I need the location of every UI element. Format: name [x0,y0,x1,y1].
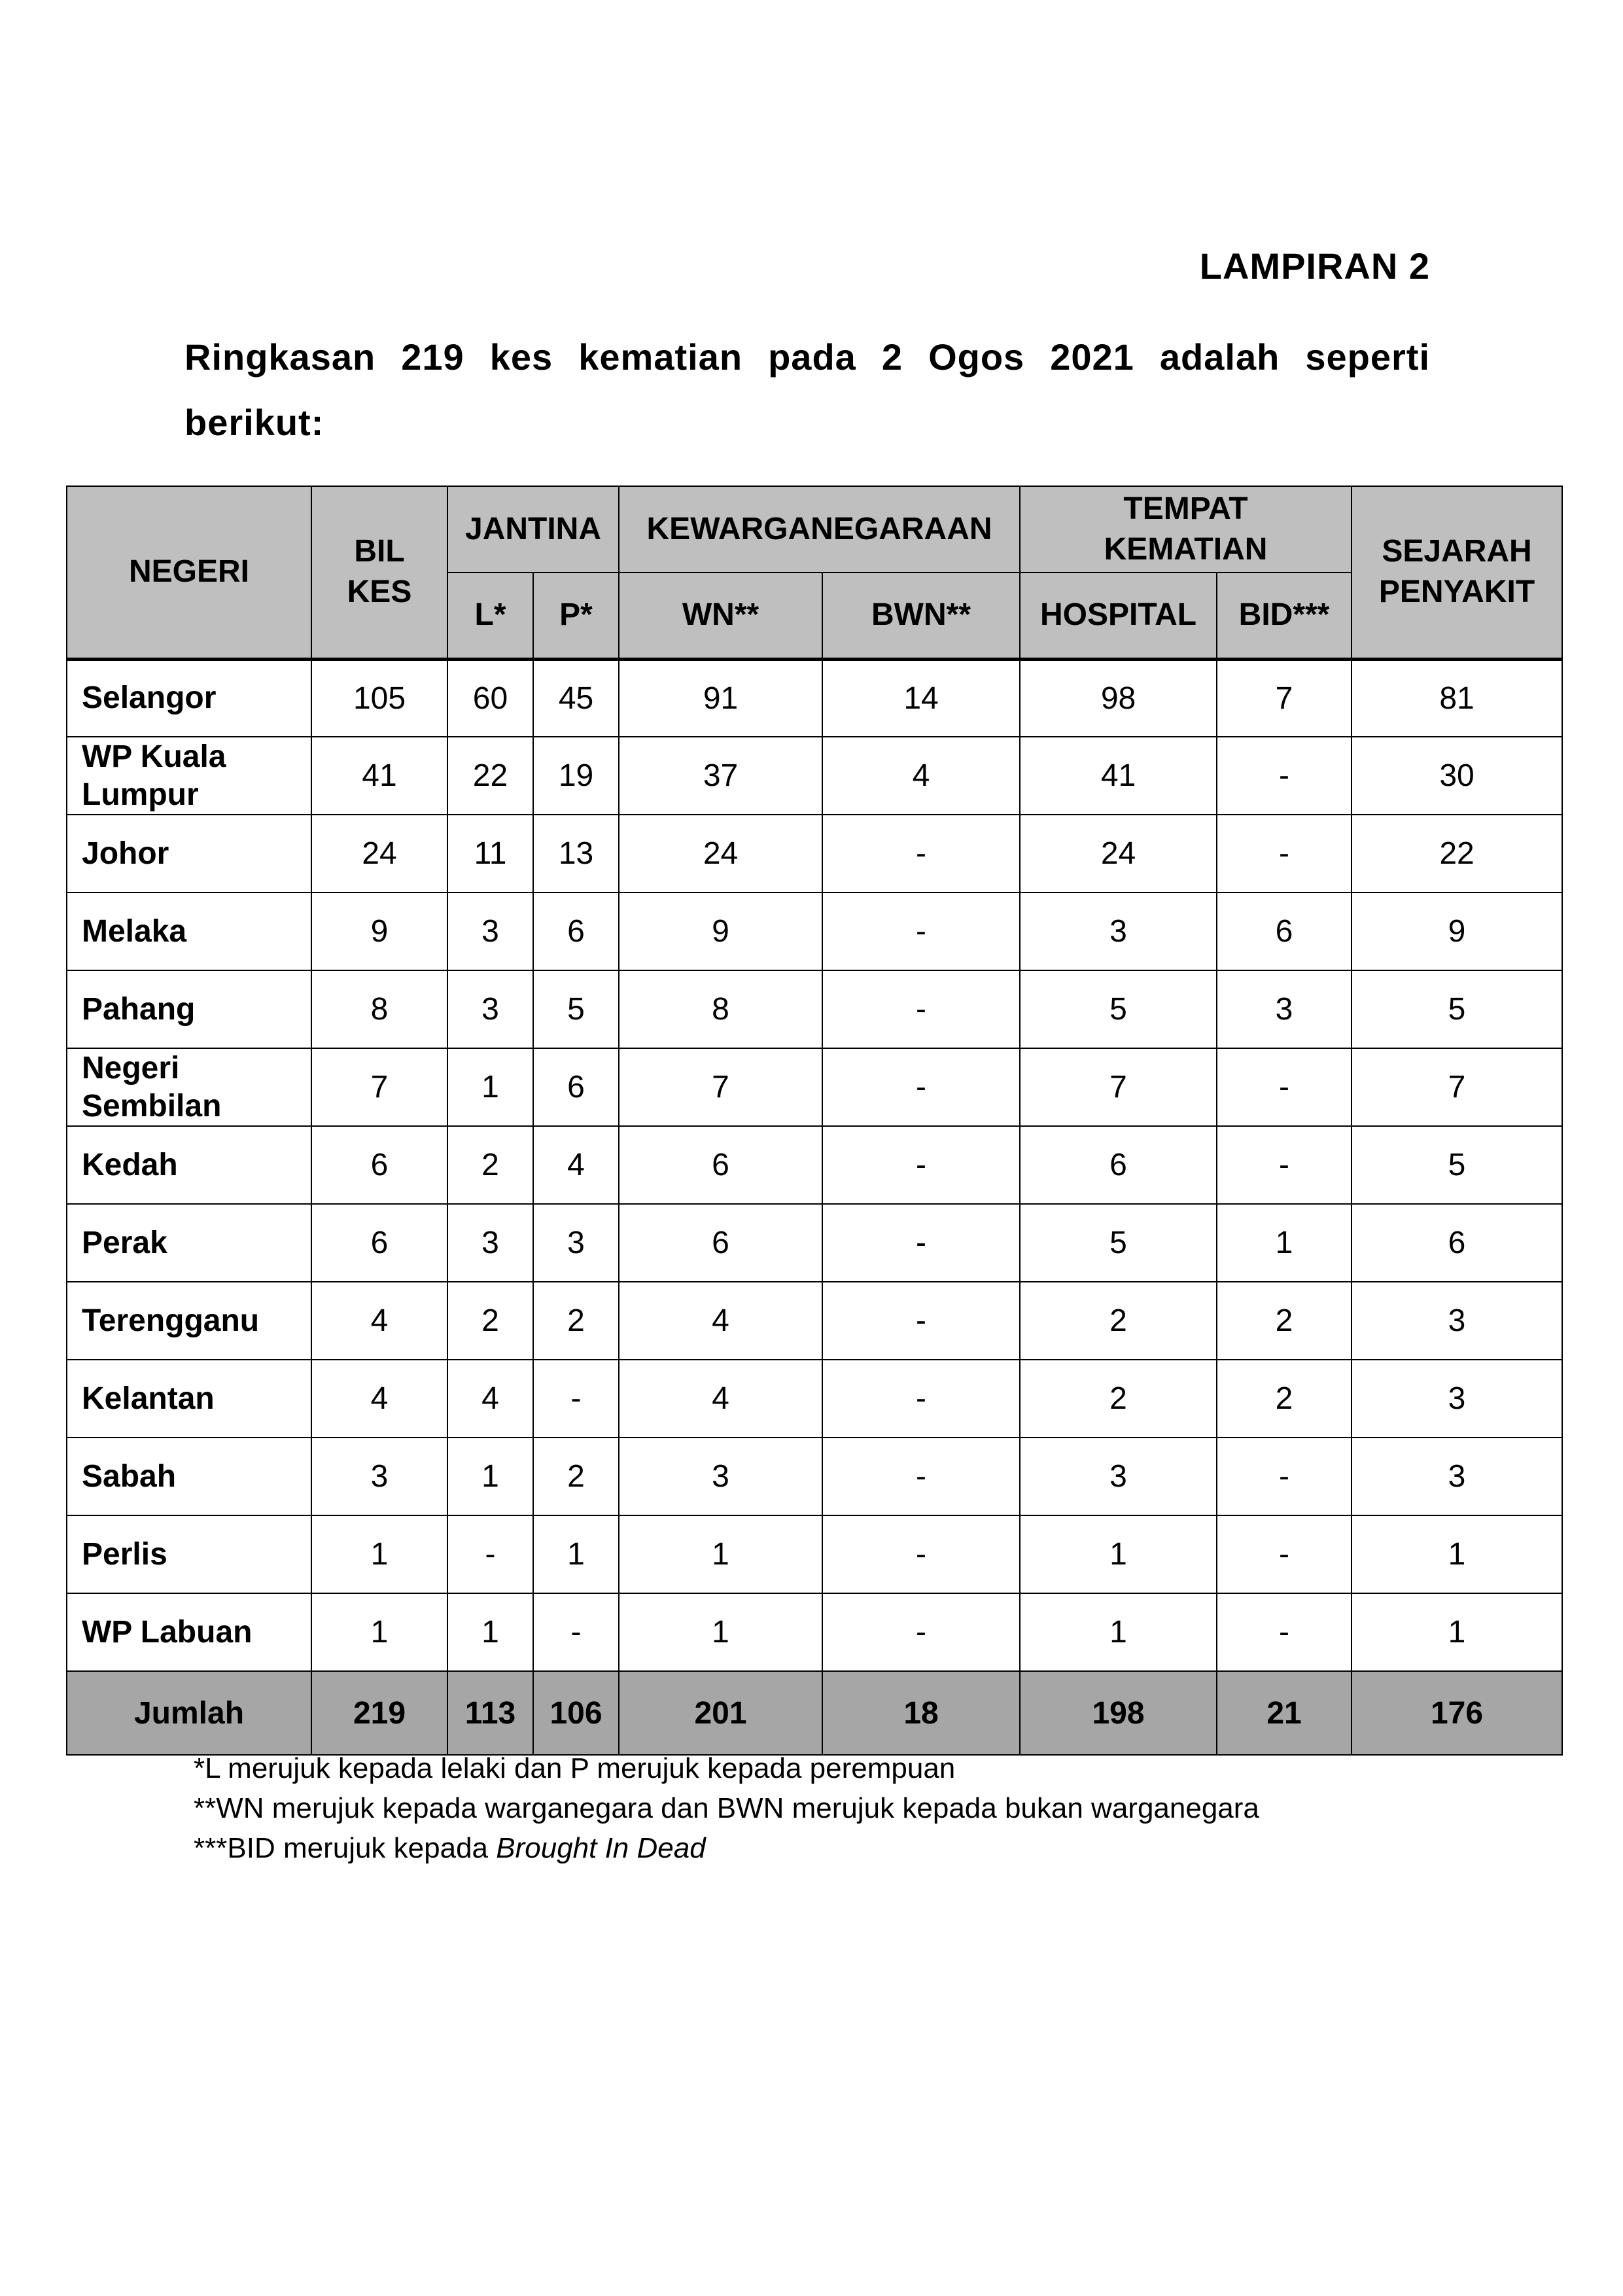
value-cell: 3 [1020,1438,1217,1515]
value-cell: - [1217,1438,1352,1515]
value-cell: 4 [311,1282,447,1360]
value-cell: 91 [619,659,822,737]
value-cell: 1 [1352,1593,1562,1671]
header-kewarganegaraan: KEWARGANEGARAAN [619,486,1020,573]
state-name-cell: WP Kuala Lumpur [67,737,311,815]
value-cell: 5 [1020,1204,1217,1282]
value-cell: 6 [311,1204,447,1282]
value-cell: - [822,1048,1020,1126]
value-cell: - [533,1360,619,1438]
value-cell: - [1217,1048,1352,1126]
value-cell: 1 [1020,1515,1217,1593]
state-name-cell: Selangor [67,659,311,737]
state-name-cell: WP Labuan [67,1593,311,1671]
value-cell: 60 [447,659,533,737]
value-cell: 6 [619,1204,822,1282]
value-cell: 41 [1020,737,1217,815]
value-cell: 1 [619,1593,822,1671]
table-row [67,815,1562,892]
table-row [67,659,1562,737]
value-cell: 6 [619,1126,822,1204]
appendix-label: LAMPIRAN 2 [1199,245,1430,287]
value-cell: - [1217,815,1352,892]
value-cell: 2 [447,1126,533,1204]
value-cell: - [822,815,1020,892]
value-cell: 3 [533,1204,619,1282]
value-cell: - [822,1438,1020,1515]
value-cell: 3 [311,1438,447,1515]
state-name-cell: Negeri Sembilan [67,1048,311,1126]
value-cell: 4 [822,737,1020,815]
value-cell: 24 [311,815,447,892]
header-bid: BID*** [1217,573,1352,659]
value-cell: 5 [1352,970,1562,1048]
value-cell: 1 [311,1515,447,1593]
footnote-gender: *L merujuk kepada lelaki dan P merujuk kepada perempuan [194,1752,956,1784]
value-cell: 4 [619,1282,822,1360]
value-cell: 7 [311,1048,447,1126]
table-row [67,737,1562,815]
value-cell: - [1217,1126,1352,1204]
table-row [67,1438,1562,1515]
value-cell: - [822,970,1020,1048]
header-tempat-kematian: TEMPAT KEMATIAN [1020,486,1352,573]
state-name-cell: Terengganu [67,1282,311,1360]
total-cell: 21 [1217,1671,1352,1755]
header-sejarah-penyakit: SEJARAH PENYAKIT [1352,486,1562,659]
value-cell: 45 [533,659,619,737]
value-cell: 37 [619,737,822,815]
value-cell: 3 [447,892,533,970]
value-cell: 1 [447,1048,533,1126]
value-cell: 6 [533,1048,619,1126]
value-cell: - [822,1204,1020,1282]
state-name-cell: Kedah [67,1126,311,1204]
footnotes [194,1748,1259,1868]
value-cell: 24 [1020,815,1217,892]
total-cell: 18 [822,1671,1020,1755]
value-cell: 3 [1352,1282,1562,1360]
value-cell: 2 [533,1282,619,1360]
value-cell: - [1217,1515,1352,1593]
state-name-cell: Pahang [67,970,311,1048]
value-cell: 9 [1352,892,1562,970]
table-row [67,1282,1562,1360]
value-cell: 5 [533,970,619,1048]
value-cell: - [533,1593,619,1671]
value-cell: 3 [447,1204,533,1282]
total-cell: 176 [1352,1671,1562,1755]
total-cell: 201 [619,1671,822,1755]
value-cell: - [1217,1593,1352,1671]
deaths-summary-table [66,486,1563,1756]
value-cell: 30 [1352,737,1562,815]
value-cell: 6 [1352,1204,1562,1282]
header-wn: WN** [619,573,822,659]
value-cell: 7 [1020,1048,1217,1126]
value-cell: 3 [1217,970,1352,1048]
value-cell: 14 [822,659,1020,737]
footnote-citizenship: **WN merujuk kepada warganegara dan BWN merujuk kepada bukan warganegara [194,1792,1259,1824]
value-cell: 4 [447,1360,533,1438]
state-name-cell: Sabah [67,1438,311,1515]
value-cell: 1 [1020,1593,1217,1671]
value-cell: - [1217,737,1352,815]
value-cell: 3 [447,970,533,1048]
value-cell: 5 [1352,1126,1562,1204]
header-l: L* [447,573,533,659]
value-cell: 4 [311,1360,447,1438]
footnote-bid-italic: Brought In Dead [496,1832,706,1864]
value-cell: 6 [533,892,619,970]
footnote-bid-text: ***BID merujuk kepada [194,1832,497,1864]
state-name-cell: Melaka [67,892,311,970]
value-cell: 7 [1352,1048,1562,1126]
state-name-cell: Kelantan [67,1360,311,1438]
total-cell: 106 [533,1671,619,1755]
value-cell: - [822,1126,1020,1204]
header-p: P* [533,573,619,659]
value-cell: 105 [311,659,447,737]
value-cell: 1 [311,1593,447,1671]
value-cell: - [447,1515,533,1593]
total-cell: 219 [311,1671,447,1755]
table-row [67,1515,1562,1593]
value-cell: 2 [1020,1282,1217,1360]
value-cell: 13 [533,815,619,892]
value-cell: 19 [533,737,619,815]
value-cell: 5 [1020,970,1217,1048]
table-row [67,1048,1562,1126]
value-cell: 22 [447,737,533,815]
table-row [67,970,1562,1048]
value-cell: - [822,1360,1020,1438]
header-jantina: JANTINA [447,486,619,573]
table-row [67,1593,1562,1671]
state-name-cell: Johor [67,815,311,892]
header-bwn: BWN** [822,573,1020,659]
value-cell: - [822,1282,1020,1360]
value-cell: 1 [619,1515,822,1593]
footnote-bid [194,1828,1259,1868]
value-cell: 2 [1217,1360,1352,1438]
value-cell: 98 [1020,659,1217,737]
value-cell: 1 [1217,1204,1352,1282]
value-cell: 1 [447,1593,533,1671]
value-cell: 9 [619,892,822,970]
table-row [67,892,1562,970]
total-cell: Jumlah [67,1671,311,1755]
value-cell: 9 [311,892,447,970]
value-cell: 81 [1352,659,1562,737]
value-cell: 6 [311,1126,447,1204]
value-cell: 11 [447,815,533,892]
header-bil-kes: BIL KES [311,486,447,659]
table-row [67,1126,1562,1204]
total-row [67,1671,1562,1755]
total-cell: 113 [447,1671,533,1755]
value-cell: 3 [1352,1438,1562,1515]
total-cell: 198 [1020,1671,1217,1755]
value-cell: 4 [533,1126,619,1204]
value-cell: 2 [533,1438,619,1515]
value-cell: 4 [619,1360,822,1438]
value-cell: 3 [619,1438,822,1515]
value-cell: 7 [619,1048,822,1126]
value-cell: 2 [447,1282,533,1360]
value-cell: - [822,1515,1020,1593]
intro-paragraph: Ringkasan 219 kes kematian pada 2 Ogos 2021 adalah seperti berikut: [184,336,1430,443]
value-cell: 1 [533,1515,619,1593]
value-cell: - [822,1593,1020,1671]
value-cell: 2 [1217,1282,1352,1360]
value-cell: 6 [1020,1126,1217,1204]
value-cell: 6 [1217,892,1352,970]
value-cell: - [822,892,1020,970]
state-name-cell: Perlis [67,1515,311,1593]
value-cell: 1 [1352,1515,1562,1593]
value-cell: 2 [1020,1360,1217,1438]
value-cell: 24 [619,815,822,892]
value-cell: 7 [1217,659,1352,737]
value-cell: 3 [1020,892,1217,970]
value-cell: 41 [311,737,447,815]
value-cell: 8 [311,970,447,1048]
value-cell: 1 [447,1438,533,1515]
table-row [67,1204,1562,1282]
table-row [67,1360,1562,1438]
value-cell: 22 [1352,815,1562,892]
value-cell: 8 [619,970,822,1048]
header-negeri: NEGERI [67,486,311,659]
header-hospital: HOSPITAL [1020,573,1217,659]
value-cell: 3 [1352,1360,1562,1438]
state-name-cell: Perak [67,1204,311,1282]
